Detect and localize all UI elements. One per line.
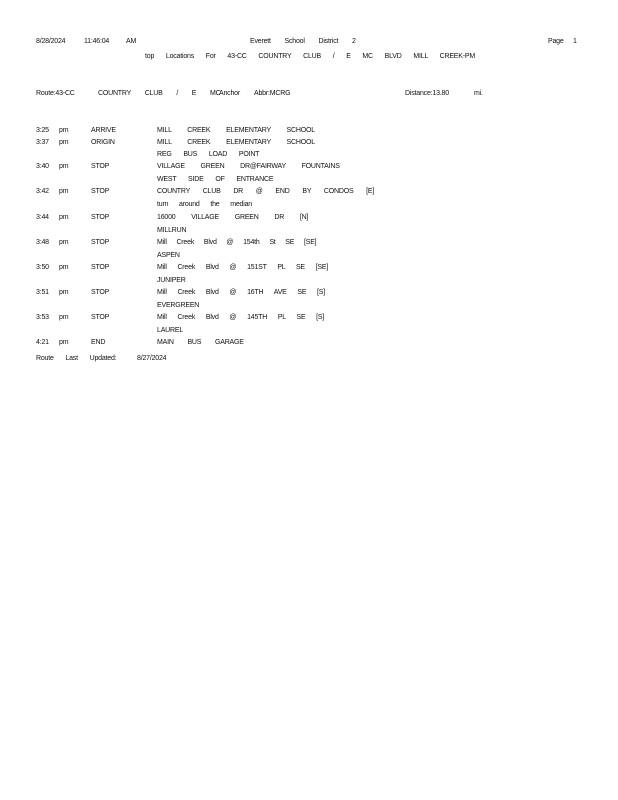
distance-unit: mi. xyxy=(474,90,483,97)
stop-type: STOP xyxy=(91,239,110,246)
route-id: Route:43-CC xyxy=(36,90,75,97)
stop-location: 16000 VILLAGE GREEN DR [N] xyxy=(157,214,309,221)
stop-location: Mill Creek Blvd @ 151ST PL SE [SE] xyxy=(157,264,329,271)
stop-type: STOP xyxy=(91,289,110,296)
report-time: 11:46:04 xyxy=(84,38,110,45)
report-ampm: AM xyxy=(126,38,137,45)
route-name: COUNTRY CLUB / E MC xyxy=(98,90,221,97)
report-date: 8/28/2024 xyxy=(36,38,66,45)
stop-note: EVERGREEN xyxy=(157,302,200,309)
stop-time: 3:53 xyxy=(36,314,49,321)
district-name: Everett School District 2 xyxy=(250,38,356,45)
stop-type: STOP xyxy=(91,188,110,195)
page-label: Page xyxy=(548,38,564,45)
stop-location: COUNTRY CLUB DR @ END BY CONDOS [E] xyxy=(157,188,375,195)
stop-type: END xyxy=(91,339,106,346)
stop-ampm: pm xyxy=(59,139,69,146)
stop-ampm: pm xyxy=(59,239,69,246)
report-subtitle: top Locations For 43-CC COUNTRY CLUB / E MC BLVD MILL CREEK-PM xyxy=(145,53,475,60)
stop-note: LAUREL xyxy=(157,327,184,334)
stop-time: 3:42 xyxy=(36,188,49,195)
stop-type: STOP xyxy=(91,314,110,321)
route-abbr: Abbr:MCRG xyxy=(254,90,291,97)
route-distance: Distance:13.80 xyxy=(405,90,449,97)
stop-ampm: pm xyxy=(59,264,69,271)
stop-type: STOP xyxy=(91,214,110,221)
stop-location: VILLAGE GREEN DR@FAIRWAY FOUNTAINS xyxy=(157,163,340,170)
stop-ampm: pm xyxy=(59,214,69,221)
stop-time: 3:44 xyxy=(36,214,49,221)
stop-time: 3:50 xyxy=(36,264,49,271)
stop-type: STOP xyxy=(91,163,110,170)
stop-note: WEST SIDE OF ENTRANCE xyxy=(157,176,274,183)
stop-ampm: pm xyxy=(59,289,69,296)
stop-ampm: pm xyxy=(59,127,69,134)
stop-note: MILLRUN xyxy=(157,227,187,234)
stop-ampm: pm xyxy=(59,188,69,195)
stop-note: turn around the median xyxy=(157,201,252,208)
stop-ampm: pm xyxy=(59,163,69,170)
stop-note: ASPEN xyxy=(157,252,180,259)
last-updated-date: 8/27/2024 xyxy=(137,355,167,362)
stop-type: STOP xyxy=(91,264,110,271)
stop-time: 3:37 xyxy=(36,139,49,146)
stop-location: MAIN BUS GARAGE xyxy=(157,339,244,346)
stop-location: MILL CREEK ELEMENTARY SCHOOL xyxy=(157,127,315,134)
stop-time: 4:21 xyxy=(36,339,49,346)
stop-ampm: pm xyxy=(59,339,69,346)
stop-location: Mill Creek Blvd @ 145TH PL SE [S] xyxy=(157,314,325,321)
stop-type: ARRIVE xyxy=(91,127,116,134)
stop-location: Mill Creek Blvd @ 16TH AVE SE [S] xyxy=(157,289,326,296)
stop-location: MILL CREEK ELEMENTARY SCHOOL xyxy=(157,139,315,146)
stop-time: 3:48 xyxy=(36,239,49,246)
anchor-label: Anchor xyxy=(219,90,240,97)
page-number: 1 xyxy=(573,38,577,45)
last-updated-label: Route Last Updated: xyxy=(36,355,117,362)
stop-time: 3:40 xyxy=(36,163,49,170)
stop-ampm: pm xyxy=(59,314,69,321)
stop-type: ORIGIN xyxy=(91,139,115,146)
stop-note: REG BUS LOAD POINT xyxy=(157,151,260,158)
stop-time: 3:25 xyxy=(36,127,49,134)
stop-time: 3:51 xyxy=(36,289,49,296)
stop-note: JUNIPER xyxy=(157,277,186,284)
stop-location: Mill Creek Blvd @ 154th St SE [SE] xyxy=(157,239,317,246)
